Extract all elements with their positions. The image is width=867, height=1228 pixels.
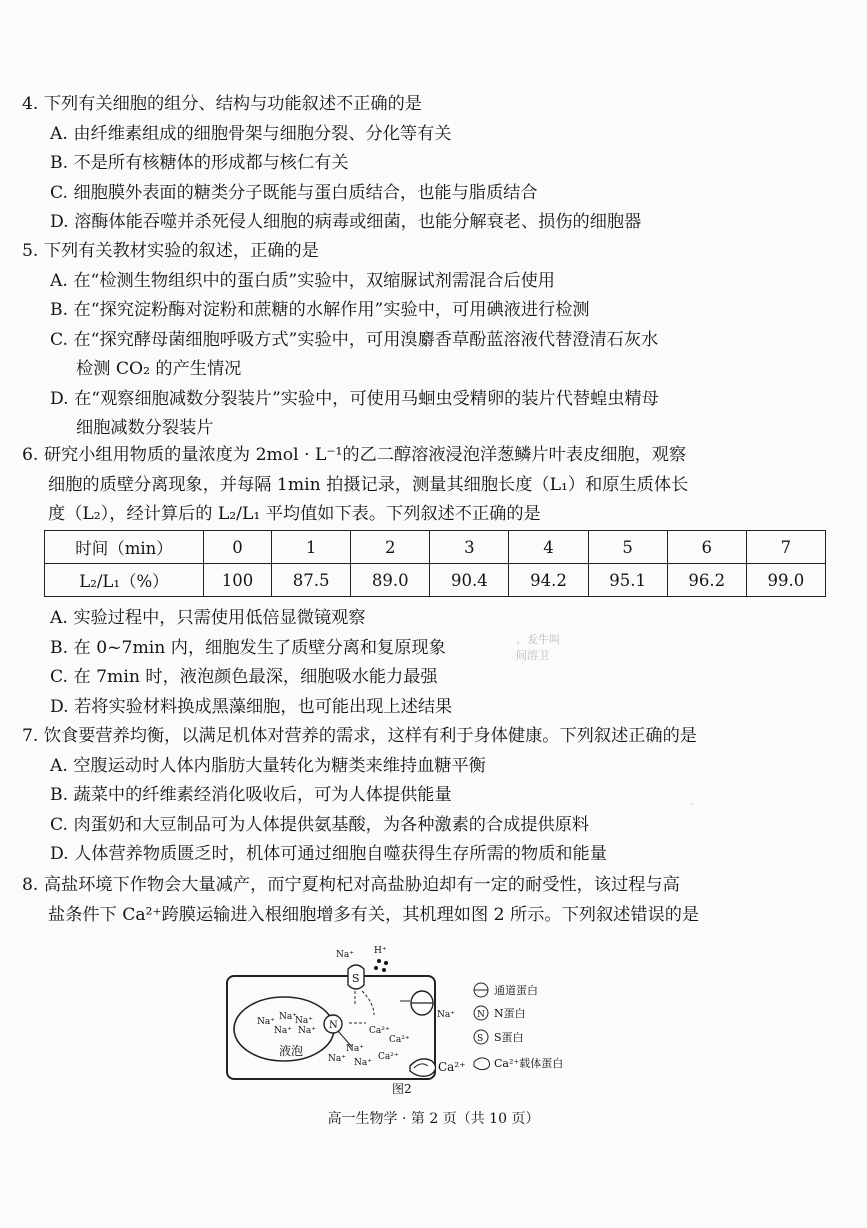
ca-label: Ca²⁺: [378, 1052, 399, 1062]
ca-label: Ca²⁺: [369, 1026, 390, 1036]
na-label: Na⁺: [257, 1017, 275, 1027]
na-label: Na⁺: [298, 1026, 316, 1036]
page-footer: 高一生物学 · 第 2 页（共 10 页）: [327, 1111, 540, 1127]
question-7-option-c: C. 肉蛋奶和大豆制品可为人体提供氨基酸，为各种激素的合成提供原料: [50, 814, 590, 835]
question-6-option-d: D. 若将实验材料换成黑藻细胞，也可能出现上述结果: [50, 696, 453, 717]
legend-label: N蛋白: [494, 1007, 526, 1020]
table-cell: 3: [430, 531, 509, 564]
question-7-option-a: A. 空腹运动时人体内脂肪大量转化为糖类来维持血糖平衡: [50, 755, 486, 776]
question-7-option-b: B. 蔬菜中的纤维素经消化吸收后，可为人体提供能量: [50, 785, 452, 805]
legend-label: 通道蛋白: [494, 984, 538, 997]
question-4: [22, 90, 837, 238]
question-4-option-b: B. 不是所有核糖体的形成都与核仁有关: [50, 153, 349, 173]
table-cell: 90.4: [430, 564, 509, 597]
vacuole-label: 液泡: [279, 1044, 304, 1058]
legend-s-letter: S: [477, 1034, 484, 1044]
table-cell: 0: [204, 531, 272, 564]
question-8-stem-line-1: 8. 高盐环境下作物会大量减产，而宁夏枸杞对高盐胁迫却有一定的耐受性，该过程与高: [22, 875, 680, 895]
na-label: Na⁺: [295, 1016, 313, 1026]
question-6-option-a: A. 实验过程中，只需使用低倍显微镜观察: [50, 608, 366, 628]
question-6-stem-line-2: 细胞的质壁分离现象，并每隔 1min 拍摄记录，测量其细胞长度（L₁）和原生质体长: [48, 474, 689, 495]
question-5-option-c: C. 在“探究酵母菌细胞呼吸方式”实验中，可用溴麝香草酚蓝溶液代替澄清石灰水: [50, 329, 659, 350]
question-6-stem-line-3: 度（L₂），经计算后的 L₂/L₁ 平均值如下表。下列叙述不正确的是: [48, 504, 541, 524]
n-protein-letter: N: [329, 1020, 338, 1031]
table-cell: 2: [351, 531, 430, 564]
na-label: Na⁺: [354, 1058, 372, 1068]
question-5-option-b: B. 在“探究淀粉酶对淀粉和蔗糖的水解作用”实验中，可用碘液进行检测: [50, 300, 590, 320]
na-label: Na⁺: [274, 1026, 292, 1036]
legend-ca-carrier: [474, 1056, 563, 1070]
table-cell: 7: [746, 531, 825, 564]
na-label: Na⁺: [328, 1054, 346, 1064]
s-protein-letter: S: [352, 972, 360, 985]
question-4-stem: 4. 下列有关细胞的组分、结构与功能叙述不正确的是: [22, 94, 422, 114]
table-row-time: [45, 531, 826, 564]
na-label: Na⁺: [279, 1012, 297, 1022]
question-6-option-c: C. 在 7min 时，液泡颜色最深，细胞吸水能力最强: [50, 667, 438, 687]
table-cell: 87.5: [272, 564, 351, 597]
table-cell: 1: [272, 531, 351, 564]
question-6-stem-line-1: 6. 研究小组用物质的量浓度为 2mol · L⁻¹的乙二醇溶液浸泡洋葱鳞片叶表皮细胞，观察: [22, 445, 687, 465]
question-4-option-d: D. 溶酶体能吞噬并杀死侵人细胞的病毒或细菌，也能分解衰老、损伤的细胞器: [50, 212, 642, 232]
question-4-option-a: A. 由纤维素组成的细胞骨架与细胞分裂、分化等有关: [50, 123, 452, 144]
question-5-option-d-continued: 细胞减数分裂装片: [76, 418, 214, 438]
legend-s-protein: [474, 1030, 524, 1044]
table-cell: 95.1: [588, 564, 667, 597]
table-cell: 100: [204, 564, 272, 597]
question-5-stem: 5. 下列有关教材实验的叙述，正确的是: [22, 241, 319, 261]
legend-n-protein: [474, 1006, 526, 1020]
question-7-option-d: D. 人体营养物质匮乏时，机体可通过细胞自噬获得生存所需的物质和能量: [50, 844, 607, 864]
table-cell: 99.0: [746, 564, 825, 597]
legend-label: Ca²⁺载体蛋白: [494, 1057, 564, 1070]
table-cell: 94.2: [509, 564, 588, 597]
question-6-options: [22, 604, 837, 722]
figure-2-diagram: [224, 943, 604, 1098]
table-header-time: 时间（min）: [45, 531, 204, 564]
question-7-stem: 7. 饮食要营养均衡，以满足机体对营养的需求，这样有利于身体健康。下列叙述正确的是: [22, 726, 697, 746]
question-7: [22, 722, 837, 870]
na-label: Na⁺: [336, 950, 354, 960]
scan-smudge-line-1: 、叐牛叫: [516, 633, 560, 646]
table-cell: 5: [588, 531, 667, 564]
table-cell: 4: [509, 531, 588, 564]
scan-dot: ·: [690, 800, 694, 811]
table-cell: 96.2: [667, 564, 746, 597]
na-label: Na⁺: [346, 1044, 364, 1054]
table-header-ratio: L₂/L₁（%）: [45, 564, 204, 597]
na-label: Na⁺: [437, 1010, 455, 1020]
legend-channel: [474, 983, 538, 997]
question-6-stem: [22, 441, 837, 530]
legend-n-letter: N: [477, 1010, 485, 1020]
question-8-stem: [22, 871, 837, 930]
h-label: H⁺: [374, 946, 387, 956]
ca-label: Ca²⁺: [389, 1035, 410, 1045]
question-4-option-c: C. 细胞膜外表面的糖类分子既能与蛋白质结合，也能与脂质结合: [50, 182, 538, 203]
question-5-option-d: D. 在“观察细胞减数分裂装片”实验中，可使用马蛔虫受精卵的装片代替蝗虫精母: [50, 388, 659, 409]
table-cell: 89.0: [351, 564, 430, 597]
question-6-option-b: B. 在 0~7min 内，细胞发生了质壁分离和复原现象: [50, 637, 446, 658]
table-row-ratio: [45, 564, 826, 597]
question-8-stem-line-2: 盐条件下 Ca²⁺跨膜运输进入根细胞增多有关，其机理如图 2 所示。下列叙述错误的是: [48, 904, 700, 925]
question-5-option-c-continued: 检测 CO₂ 的产生情况: [76, 359, 242, 379]
scan-smudge-line-2: 间溶卫: [516, 649, 549, 662]
question-5-option-a: A. 在“检测生物组织中的蛋白质”实验中，双缩脲试剂需混合后使用: [50, 270, 555, 291]
question-5: [22, 237, 837, 444]
legend-label: S蛋白: [494, 1031, 524, 1044]
question-6-data-table: [44, 530, 826, 597]
figure-caption: 图2: [392, 1082, 412, 1096]
scan-smudge: [516, 632, 560, 664]
ca-label: Ca²⁺: [438, 1060, 466, 1074]
table-cell: 6: [667, 531, 746, 564]
